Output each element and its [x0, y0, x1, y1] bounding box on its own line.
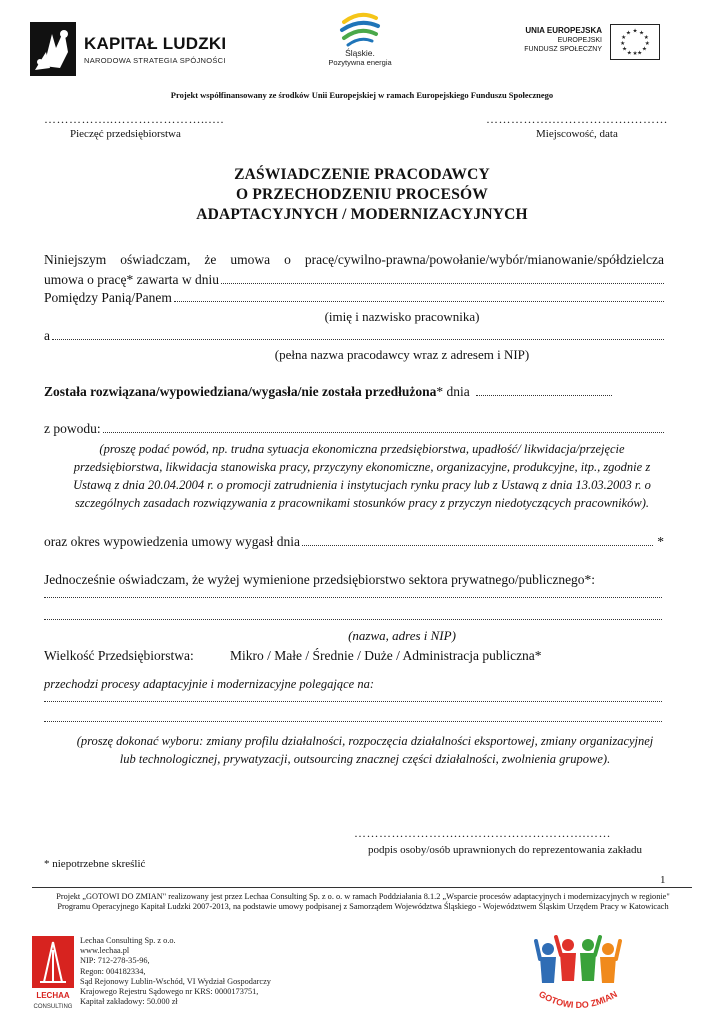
contract-date-row	[44, 272, 664, 288]
place-date-dots: …………….……………….………	[486, 112, 668, 126]
signature-label: podpis osoby/osób uprawnionych do reprezentowania zakładu	[368, 844, 643, 856]
kapital-ludzki-subtitle: NARODOWA STRATEGIA SPÓJNOŚCI	[84, 56, 226, 65]
notice-row	[44, 534, 664, 550]
kapital-ludzki-mark-icon	[30, 22, 76, 76]
processes-label: przechodzi procesy adaptacyjnie i modernizacyjne polegające na:	[44, 677, 375, 691]
document-title-line1: ZAŚWIADCZENIE PRACODAWCY	[234, 166, 490, 183]
lechaa-consulting-word: CONSULTING	[33, 1004, 73, 1010]
contract-date-label: umowa o pracę* zawarta w dniu	[44, 272, 220, 287]
svg-text:★: ★	[625, 30, 631, 37]
size-options[interactable]: Mikro / Małe / Średnie / Duże / Administracja publiczna*	[230, 648, 542, 663]
place-date-label: Miejscowość, data	[536, 128, 618, 140]
size-label: Wielkość Przedsiębiorstwa:	[44, 648, 194, 663]
kapital-ludzki-title: KAPITAŁ LUDZKI	[84, 34, 227, 53]
reason-row	[44, 421, 664, 437]
seal-label: Pieczęć przedsiębiorstwa	[70, 128, 181, 140]
processes-field-line2[interactable]	[44, 712, 662, 722]
document-title-line2: O PRZECHODZENIU PROCESÓW	[236, 186, 488, 203]
svg-text:★: ★	[644, 40, 650, 47]
employer-row	[44, 328, 664, 344]
reason-field[interactable]	[103, 422, 664, 433]
svg-text:★: ★	[641, 46, 647, 53]
svg-text:★: ★	[632, 28, 638, 35]
eu-line2: EUROPEJSKI	[557, 37, 602, 44]
slaskie-name: Śląskie.	[345, 48, 375, 58]
svg-text:★: ★	[632, 51, 638, 58]
slaskie-tagline: Pozytywna energia	[328, 58, 392, 67]
company-field-line2[interactable]	[44, 610, 662, 620]
employee-name-field[interactable]	[174, 291, 664, 302]
company-line: Krajowego Rejestru Sądowego nr KRS: 0000173751,	[80, 987, 259, 997]
eu-line1: UNIA EUROPEJSKA	[525, 26, 602, 35]
svg-text:★: ★	[620, 40, 626, 47]
eu-logo	[514, 24, 660, 70]
size-row	[44, 648, 664, 664]
slaskie-swirl-icon	[338, 8, 382, 48]
intro-line1: Niniejszym oświadczam, że umowa o pracę/cywilno-prawna/powołanie/wybór/mianowanie/spółdzielcza	[44, 252, 664, 267]
svg-text:★: ★	[643, 35, 649, 42]
termination-date-field[interactable]	[476, 385, 612, 396]
employee-hint: (imię i nazwisko pracownika)	[324, 309, 480, 324]
gotowi-do-zmian-logo	[534, 935, 622, 1019]
processes-field-line1[interactable]	[44, 692, 662, 702]
notice-date-field[interactable]	[302, 535, 653, 546]
employer-hint: (pełna nazwa pracodawcy wraz z adresem i NIP)	[274, 347, 530, 362]
footer-project-note: Projekt „GOTOWI DO ZMIAN" realizowany jest przez Lechaa Consulting Sp. z o. o. w ramach Poddziałania 8.1.2 „Wsparcie procesów adaptacyjnych i modernizacyjnych w regionie" Programu Operacyjnego Kapitał Ludzki 2007-2013, na podstawie umowy podpisanej z Samorządem Województwa Śląskiego - Województwem Śląskim Urzędem Pracy w Katowicach	[56, 892, 670, 911]
company-line: Lechaa Consulting Sp. z o.o.	[80, 936, 176, 945]
company-hint: (nazwa, adres i NIP)	[348, 628, 456, 643]
company-line: Kapitał zakładowy: 50.000 zł	[80, 997, 178, 1007]
lechaa-word: LECHAA	[36, 991, 70, 1000]
employer-label: a	[44, 328, 50, 343]
reason-label: z powodu:	[44, 421, 101, 436]
company-line: Regon: 004182334,	[80, 966, 146, 976]
eu-text	[514, 26, 602, 54]
svg-text:GOTOWI DO ZMIAN	[537, 989, 619, 1010]
company-line: Sąd Rejonowy Lublin-Wschód, VI Wydział Gospodarczy	[80, 976, 271, 986]
svg-text:★: ★	[622, 46, 628, 53]
notice-label: oraz okres wypowiedzenia umowy wygasł dnia	[44, 534, 301, 549]
gotowi-do-zmian-text: GOTOWI DO ZMIAN	[537, 988, 619, 1011]
svg-text:★: ★	[626, 50, 632, 57]
processes-hint: (proszę dokonać wyboru: zmiany profilu działalności, rozpoczęcia działalności eksportowej, zmiany organizacyjnej lub technologicznej, prywatyzacji, outsourcing znacznej części działalności, zwolnienia grupowe).	[76, 734, 654, 766]
company-line: NIP: 712-278-35-96,	[80, 956, 150, 966]
employee-label: Pomiędzy Panią/Panem	[44, 290, 172, 305]
signature-dots[interactable]: …………………….………………………….……	[354, 826, 611, 840]
contract-date-field[interactable]	[221, 273, 664, 284]
termination-label: Została rozwiązana/wypowiedziana/wygasła/nie została przedłużona	[44, 384, 437, 399]
eu-line3: FUNDUSZ SPOŁECZNY	[524, 46, 602, 53]
company-field-line1[interactable]	[44, 588, 662, 598]
lechaa-logo-icon	[30, 936, 76, 1012]
svg-text:★: ★	[639, 30, 645, 37]
document-title-line3: ADAPTACYJNYCH / MODERNIZACYJNYCH	[196, 206, 528, 223]
kapital-ludzki-logo	[30, 18, 230, 78]
company-info	[80, 936, 271, 1007]
footer-divider	[32, 887, 692, 888]
slaskie-logo	[318, 8, 402, 68]
employer-field[interactable]	[52, 329, 664, 340]
svg-text:★: ★	[637, 50, 643, 57]
company-line: www.lechaa.pl	[80, 946, 130, 956]
svg-text:★: ★	[621, 35, 627, 42]
notice-star: *	[657, 534, 664, 549]
eu-flag-icon	[610, 24, 660, 60]
reason-hint: (proszę podać powód, np. trudna sytuacja ekonomiczna przedsiębiorstwa, upadłość/ likwidacja/przejęcie przedsiębiorstwa, likwidacja stanowiska pracy, przyczyny ekonomiczne, organizacyjne, produkcyjne, itp., zgodnie z Ustawą z dnia 20.04.2004 r. o promocji zatrudnienia i instytucjach rynku pracy lub z Ustawą z dnia 13.03.2003 r. o szczególnych zasadach rozwiązywania z pracownikami stosunków pracy z przyczyn niedotyczących pracowników).	[73, 442, 651, 510]
termination-date-label: * dnia	[436, 384, 470, 399]
seal-dots: ……………..…………………..….	[44, 112, 224, 126]
gotowi-do-zmian-people-icon	[534, 935, 622, 1019]
sector-statement: Jednocześnie oświadczam, że wyżej wymienione przedsiębiorstwo sektora prywatnego/publicznego*:	[44, 572, 596, 587]
lechaa-logo	[30, 936, 76, 1012]
termination-row	[44, 384, 664, 400]
footnote: * niepotrzebne skreślić	[44, 858, 146, 870]
page-number: 1	[660, 874, 666, 886]
cofinancing-note: Projekt współfinansowany ze środków Unii Europejskiej w ramach Europejskiego Funduszu Społecznego	[170, 90, 554, 100]
employee-row	[44, 290, 664, 306]
